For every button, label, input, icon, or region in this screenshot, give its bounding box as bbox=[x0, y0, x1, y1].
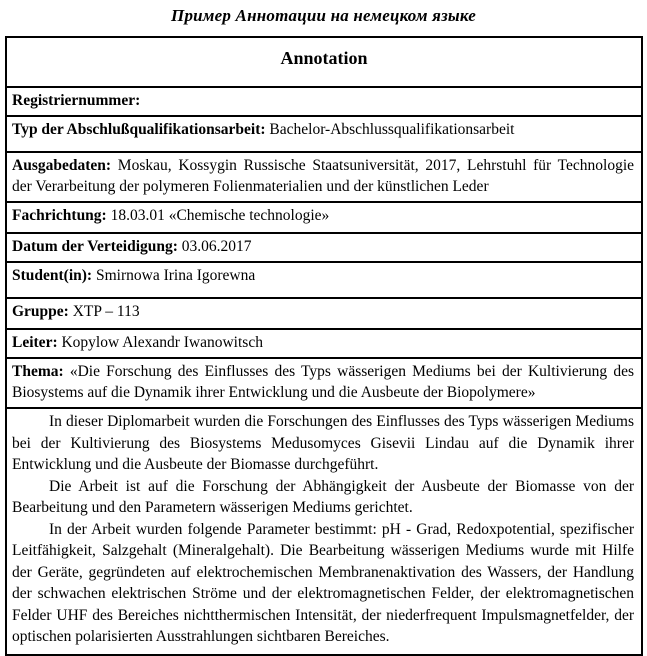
row-label: Student(in): bbox=[12, 267, 93, 284]
table-header-label: Annotation bbox=[280, 48, 368, 68]
table-row-datum bbox=[7, 232, 641, 261]
row-label: Leiter: bbox=[12, 334, 58, 351]
row-value: 03.06.2017 bbox=[181, 238, 252, 255]
row-label: Datum der Verteidigung: bbox=[12, 238, 178, 255]
row-label: Thema: bbox=[12, 363, 64, 380]
row-label: Fachrichtung: bbox=[12, 207, 107, 224]
row-value: Bachelor-Abschlussqualifikationsarbeit bbox=[269, 121, 515, 138]
row-value: XTP – 113 bbox=[72, 303, 140, 320]
row-label: Gruppe: bbox=[12, 303, 69, 320]
table-row-registriernummer bbox=[7, 86, 641, 115]
table-row-fachrichtung bbox=[7, 201, 641, 232]
page-title: Пример Аннотации на немецком языке bbox=[171, 6, 476, 25]
row-label: Ausgabedaten: bbox=[12, 157, 112, 174]
row-value: Smirnowa Irina Igorewna bbox=[95, 267, 256, 284]
row-value: Moskau, Kossygin Russische Staatsuniversität, 2017, Lehrstuhl für Technologie der Verarbeitung der polymeren Folienmaterialien und der künstlichen Leder bbox=[12, 157, 635, 195]
row-label: Typ der Abschlußqualifikationsarbeit: bbox=[12, 121, 266, 138]
table-row-gruppe bbox=[7, 297, 641, 328]
table-row-student bbox=[7, 261, 641, 297]
document-page bbox=[0, 5, 647, 656]
abstract-section bbox=[7, 407, 641, 654]
row-label: Registriernummer: bbox=[12, 92, 141, 109]
table-header-row bbox=[7, 38, 641, 86]
abstract-paragraph: In dieser Diplomarbeit wurden die Forschungen des Einflusses des Typs wässerigen Mediums bei der Kultivierung des Biosystems Medusomyces Gisevii Lindau auf die Dynamik ihrer Entwicklung und die Ausbeute der Biomasse durchgeführt. bbox=[12, 413, 634, 473]
row-value: 18.03.01 «Chemische technologie» bbox=[110, 207, 330, 224]
row-value: Kopylow Alexandr Iwanowitsch bbox=[61, 334, 263, 351]
table-row-leiter bbox=[7, 328, 641, 357]
abstract-paragraph: Die Arbeit ist auf die Forschung der Abhängigkeit der Ausbeute der Biomasse von der Bearbeitung und den Parametern wässerigen Mediums gerichtet. bbox=[12, 477, 634, 516]
table-row-thema bbox=[7, 357, 641, 407]
annotation-table bbox=[5, 36, 643, 656]
row-value: «Die Forschung des Einflusses des Typs wässerigen Mediums bei der Kultivierung des Biosystems auf die Dynamik ihrer Entwicklung und die Ausbeute der Biopolymere» bbox=[12, 363, 634, 401]
table-row-typ bbox=[7, 115, 641, 151]
table-row-ausgabedaten bbox=[7, 151, 641, 201]
abstract-paragraph: In der Arbeit wurden folgende Parameter bestimmt: pH - Grad, Redoxpotential, spezifischer Leitfähigkeit, Salzgehalt (Mineralgehalt). Die Bearbeitung wässerigen Mediums wurde mit Hilfe der Geräte, gegründeten auf elektrochemischen Membranenaktivation des Wassers, der Handlung der schwachen elektrischen Ströme und der elektromagnetischen Felder, der elektromagnetischen Felder UHF des Bereiches nichtthermischen Intensität, der niederfrequent Impulsmagnetfelder, der optischen polarisierten Ausstrahlungen sichtbaren Bereiches. bbox=[12, 520, 634, 645]
